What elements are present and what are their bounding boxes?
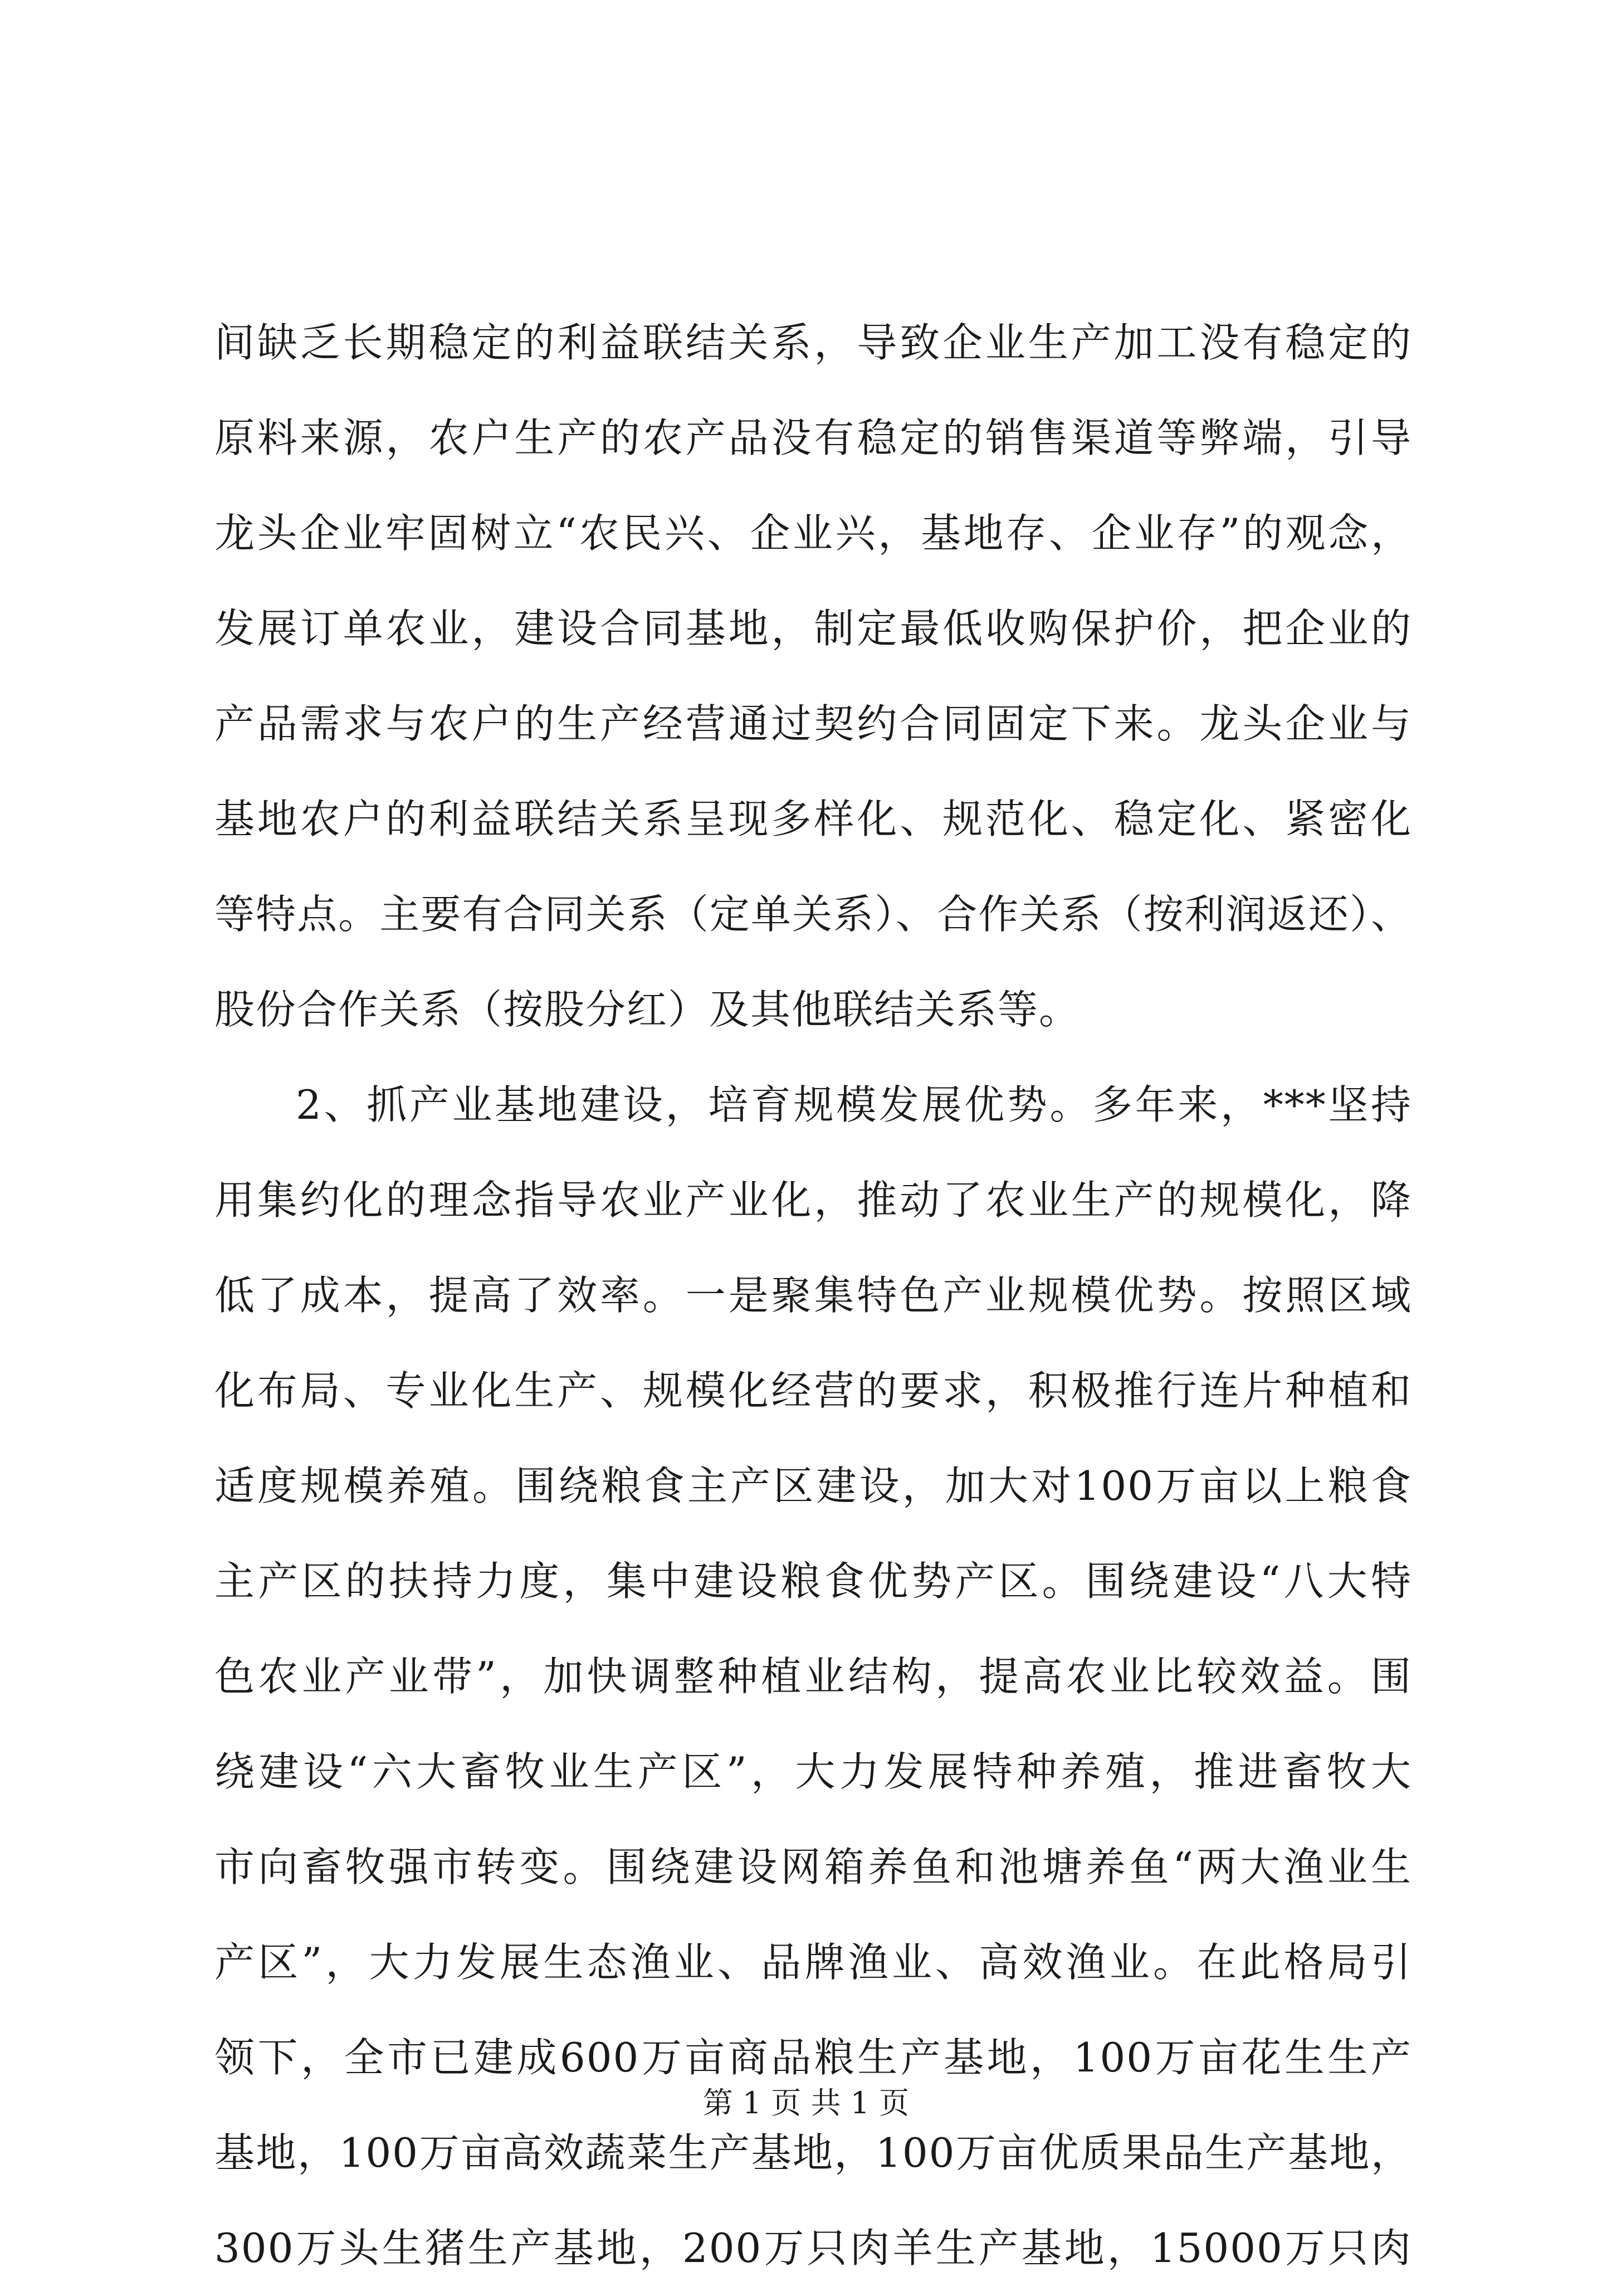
text-line: 基地，100万亩高效蔬菜生产基地，100万亩优质果品生产基地， [214, 2129, 1412, 2176]
text-line: 主产区的扶持力度，集中建设粮食优势产区。围绕建设“八大特 [214, 1558, 1412, 1605]
text-line: 绕建设“六大畜牧业生产区”，大力发展特种养殖，推进畜牧大 [214, 1748, 1412, 1795]
text-line: 原料来源，农户生产的农产品没有稳定的销售渠道等弊端，引导 [214, 415, 1412, 461]
text-line: 产区”，大力发展生态渔业、品牌渔业、高效渔业。在此格局引 [214, 1939, 1412, 1986]
text-line: 股份合作关系（按股分红）及其他联结关系等。 [214, 986, 1081, 1033]
text-line: 低了成本，提高了效率。一是聚集特色产业规模优势。按照区域 [214, 1272, 1412, 1319]
text-line: 适度规模养殖。围绕粮食主产区建设，加大对100万亩以上粮食 [214, 1463, 1412, 1509]
page-number-footer: 第 1 页 共 1 页 [702, 2085, 910, 2120]
text-line: 300万头生猪生产基地，200万只肉羊生产基地，15000万只肉 [214, 2225, 1412, 2271]
text-line: 色农业产业带”，加快调整种植业结构，提高农业比较效益。围 [214, 1653, 1412, 1700]
text-line: 龙头企业牢固树立“农民兴、企业兴，基地存、企业存”的观念， [214, 510, 1412, 557]
text-line: 基地农户的利益联结关系呈现多样化、规范化、稳定化、紧密化 [214, 796, 1412, 842]
text-line: 领下，全市已建成600万亩商品粮生产基地，100万亩花生生产 [214, 2034, 1412, 2081]
text-line: 化布局、专业化生产、规模化经营的要求，积极推行连片种植和 [214, 1367, 1412, 1414]
text-line: 间缺乏长期稳定的利益联结关系，导致企业生产加工没有稳定的 [214, 319, 1412, 366]
text-line: 市向畜牧强市转变。围绕建设网箱养鱼和池塘养鱼“两大渔业生 [214, 1844, 1412, 1890]
body-text [214, 295, 1412, 2296]
text-line: 产品需求与农户的生产经营通过契约合同固定下来。龙头企业与 [214, 700, 1412, 747]
paragraph-start-line: 2、抓产业基地建设，培育规模发展优势。多年来，***坚持 [296, 1081, 1412, 1128]
text-line: 等特点。主要有合同关系（定单关系）、合作关系（按利润返还）、 [214, 891, 1412, 938]
text-line: 用集约化的理念指导农业产业化，推动了农业生产的规模化，降 [214, 1177, 1412, 1223]
text-line: 发展订单农业，建设合同基地，制定最低收购保护价，把企业的 [214, 605, 1412, 652]
